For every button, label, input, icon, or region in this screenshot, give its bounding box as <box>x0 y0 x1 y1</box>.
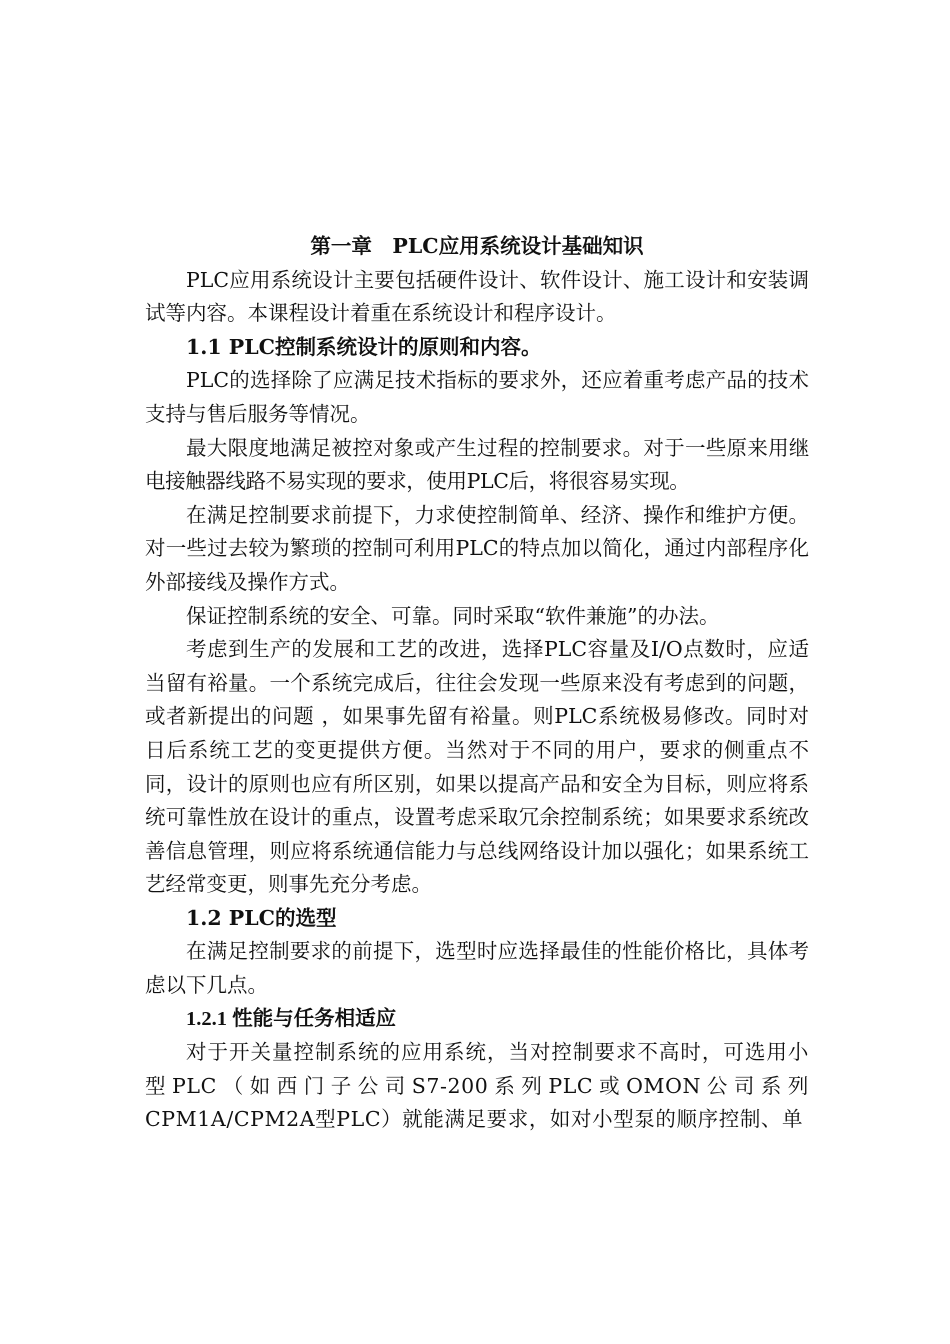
section-1-2-heading: 1.2 PLC的选型 <box>186 905 337 930</box>
document-body <box>145 222 809 1137</box>
intro-paragraph: PLC应用系统设计主要包括硬件设计、软件设计、施工设计和安装调试等内容。本课程设计着重在系统设计和程序设计。 <box>145 267 809 326</box>
section-1-1-paragraph-2: 最大限度地满足被控对象或产生过程的控制要求。对于一些原来用继电接触器线路不易实现的要求，使用PLC后，将很容易实现。 <box>145 435 809 494</box>
section-1-1-paragraph-3: 在满足控制要求前提下，力求使控制简单、经济、操作和维护方便。对一些过去较为繁琐的控制可利用PLC的特点加以简化，通过内部程序化外部接线及操作方式。 <box>145 502 809 594</box>
section-1-1-paragraph-5: 考虑到生产的发展和工艺的改进，选择PLC容量及I/O点数时，应适当留有裕量。一个系统完成后，往往会发现一些原来没有考虑到的问题，或者新提出的问题 ，如果事先留有裕量。则PLC系统极易修改。同时对日后系统工艺的变更提供方便。当然对于不同的用户，要求的侧重点不同，设计的原则也应有所区别，如果以提高产品和安全为目标，则应将系统可靠性放在设计的重点，设置考虑采取冗余控制系统；如果要求系统改善信息管理，则应将系统通信能力与总线网络设计加以强化；如果系统工艺经常变更，则事先充分考虑。 <box>145 637 809 897</box>
section-1-1-paragraph-4: 保证控制系统的安全、可靠。同时采取“软件兼施”的办法。 <box>186 603 720 628</box>
section-1-1-paragraph-1: PLC的选择除了应满足技术指标的要求外，还应着重考虑产品的技术支持与售后服务等情况。 <box>145 368 809 426</box>
section-1-2-1-heading: 1.2.1 性能与任务相适应 <box>186 1007 397 1030</box>
chapter-title: 第一章 PLC应用系统设计基础知识 <box>310 234 644 258</box>
section-1-2-paragraph: 在满足控制要求的前提下，选型时应选择最佳的性能价格比，具体考虑以下几点。 <box>145 939 809 998</box>
section-1-1-heading: 1.1 PLC控制系统设计的原则和内容。 <box>186 334 542 359</box>
section-1-2-1-paragraph: 对于开关量控制系统的应用系统，当对控制要求不高时，可选用小型PLC（如西门子公司S7-200系列PLC或OMON公司系列CPM1A/CPM2A型PLC）就能满足要求，如对小型泵的顺序控制、单 <box>145 1040 809 1132</box>
